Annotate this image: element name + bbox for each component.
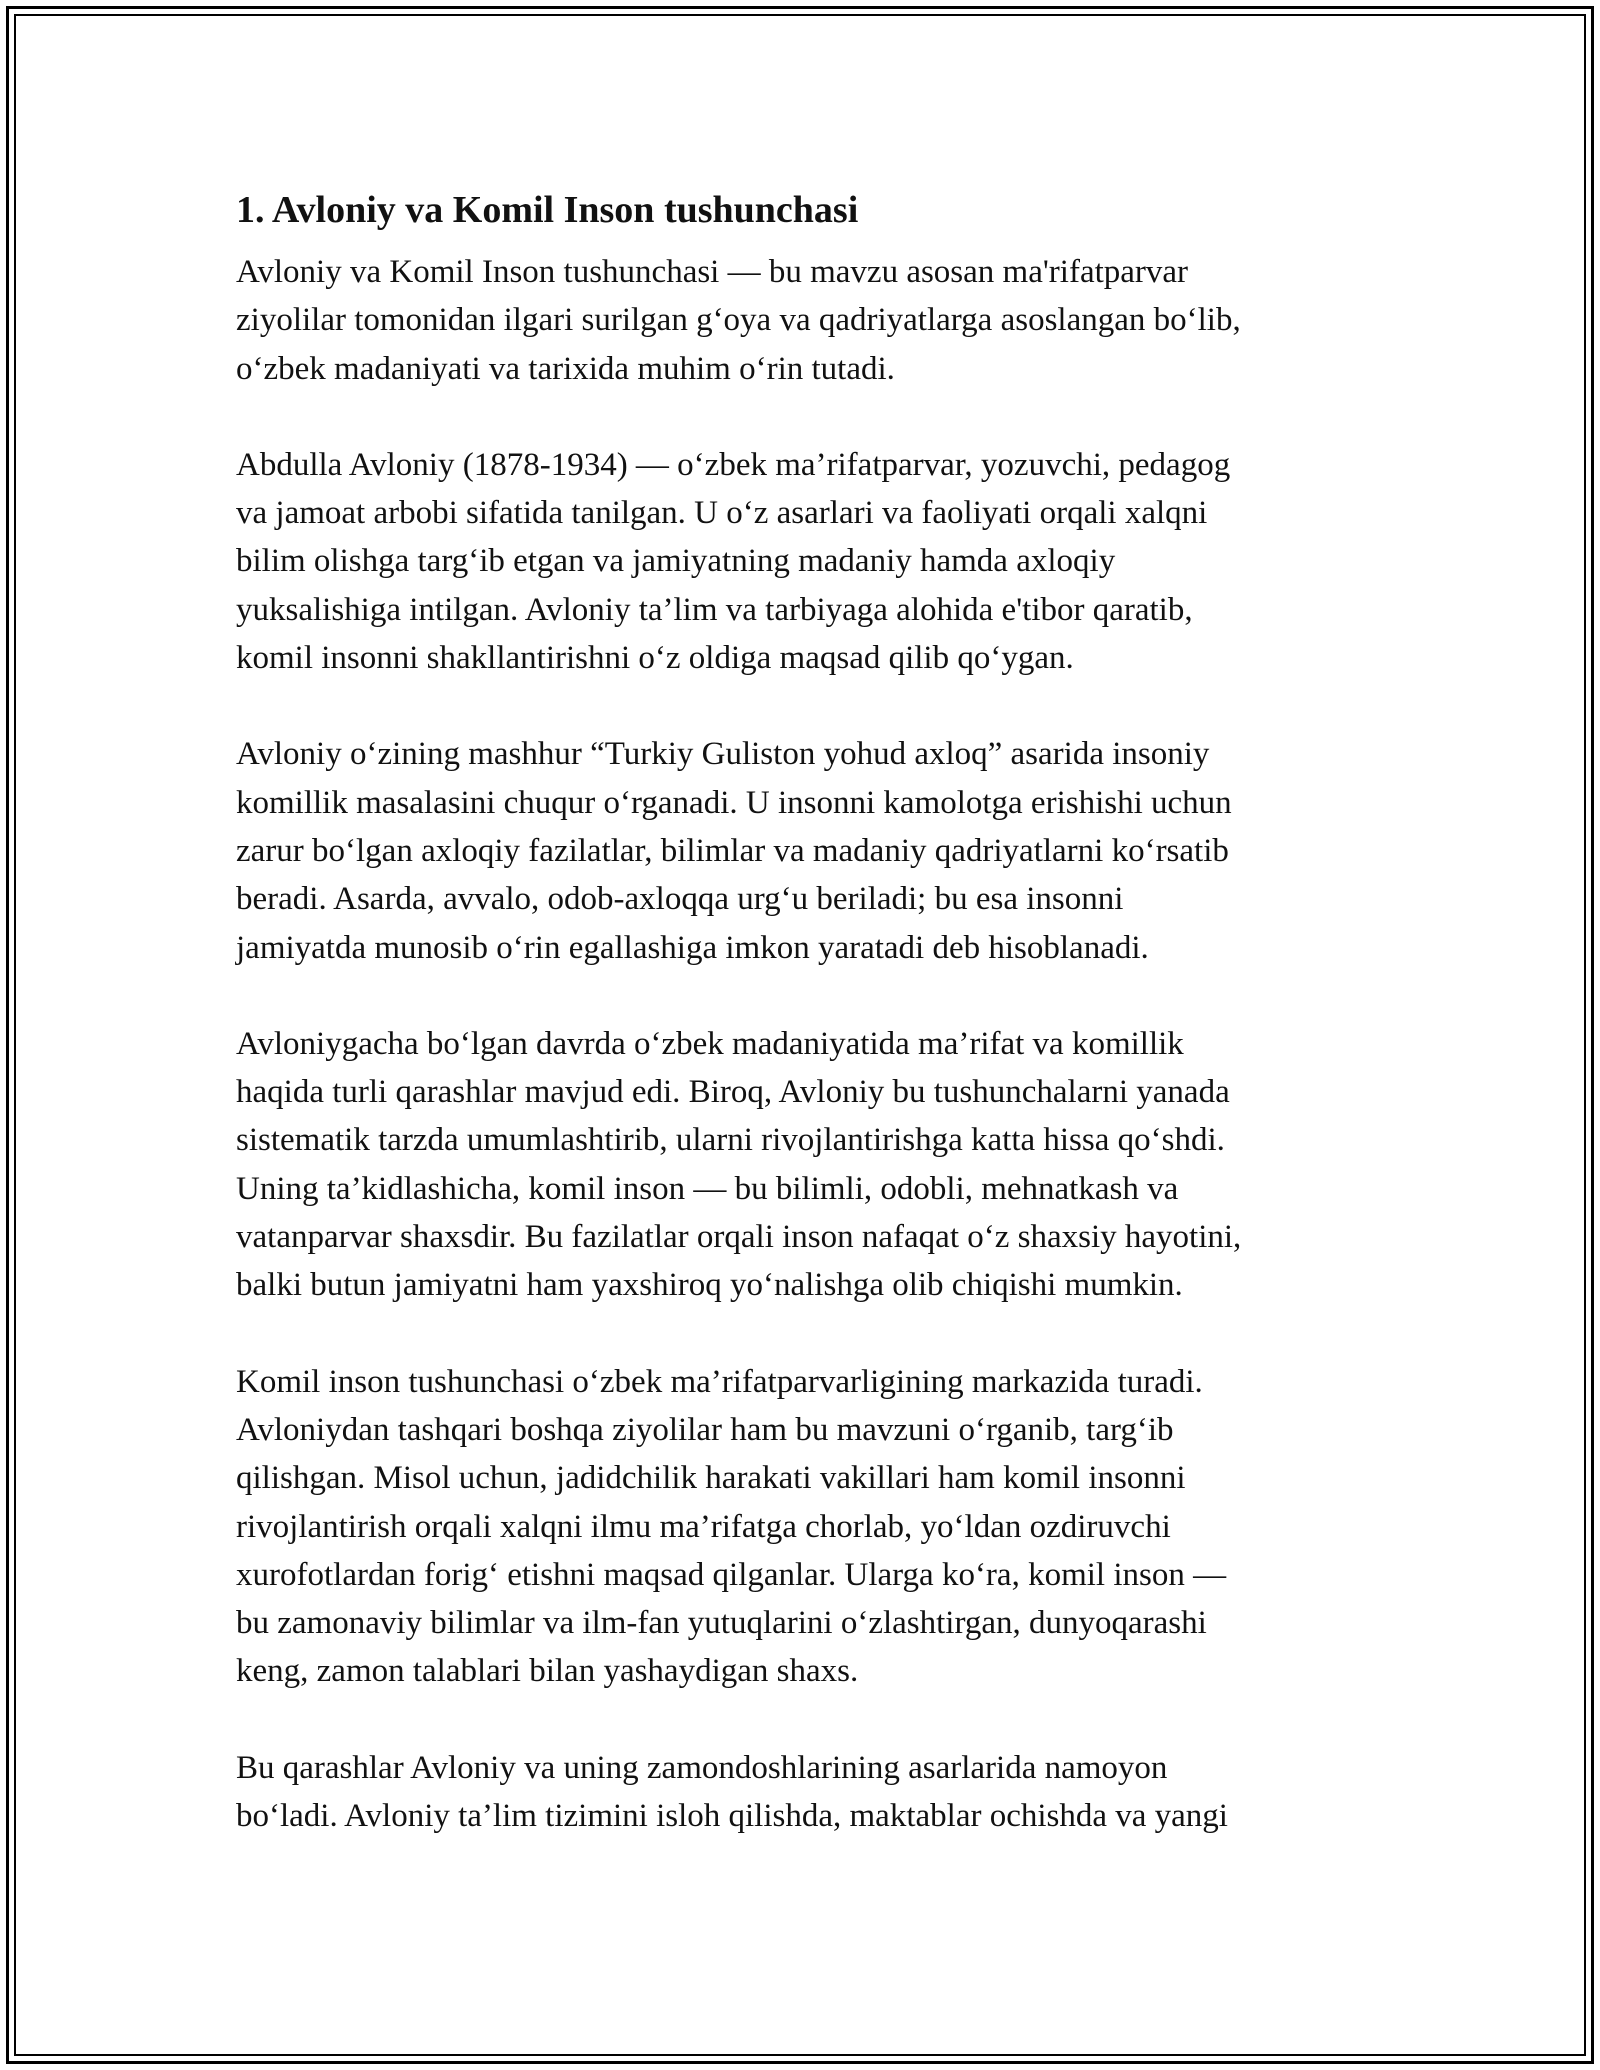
- section-heading: 1. Avloniy va Komil Inson tushunchasi: [236, 189, 859, 231]
- paragraph-biography: Abdulla Avloniy (1878-1934) — o‘zbek ma’rifatparvar, yozuvchi, pedagog va jamoat arbobi sifatida tanilgan. U o‘z asarlari va faoliyati orqali xalqni bilim olishga targ‘ib etgan va jamiyatning madaniy hamda axloqiy yuksalishiga intilgan. Avloniy ta’lim va tarbiyaga alohida e'tibor qaratib, komil insonni shakllantirishni o‘z oldiga maqsad qilib qo‘ygan.: [236, 446, 1231, 677]
- paragraph-komil-inson: Komil inson tushunchasi o‘zbek ma’rifatparvarligining markazida turadi. Avloniydan tashqari boshqa ziyolilar ham bu mavzuni o‘rganib, targ‘ib qilishgan. Misol uchun, jadidchilik harakati vakillari ham komil insonni rivojlantirish orqali xalqni ilmu ma’rifatga chorlab, yo‘ldan ozdiruvchi xurofotlardan forig‘ etishni maqsad qilganlar. Ularga ko‘ra, komil inson — bu zamonaviy bilimlar va ilm-fan yutuqlarini o‘zlashtirgan, dunyoqarashi keng, zamon talablari bilan yashaydigan shaxs.: [236, 1363, 1227, 1690]
- paragraph-contemporaries: Bu qarashlar Avloniy va uning zamondoshlarining asarlarida namoyon bo‘ladi. Avloniy ta’lim tizimini isloh qilishda, maktablar ochishda va yangi: [236, 1749, 1228, 1835]
- document-body: [236, 186, 1366, 1840]
- paragraph-historical-context: Avloniygacha bo‘lgan davrda o‘zbek madaniyatida ma’rifat va komillik haqida turli qarashlar mavjud edi. Biroq, Avloniy bu tushunchalarni yanada sistematik tarzda umumlashtirib, ularni rivojlantirishga katta hissa qo‘shdi. Uning ta’kidlashicha, komil inson — bu bilimli, odobli, mehnatkash va vatanparvar shaxsdir. Bu fazilatlar orqali inson nafaqat o‘z shaxsiy hayotini, balki butun jamiyatni ham yaxshiroq yo‘nalishga olib chiqishi mumkin.: [236, 1025, 1242, 1304]
- paragraph-turkiy-guliston: Avloniy o‘zining mashhur “Turkiy Guliston yohud axloq” asarida insoniy komillik masalasini chuqur o‘rganadi. U insonni kamolotga erishishi uchun zarur bo‘lgan axloqiy fazilatlar, bilimlar va madaniy qadriyatlarni ko‘rsatib beradi. Asarda, avvalo, odob-axloqqa urg‘u beriladi; bu esa insonni jamiyatda munosib o‘rin egallashiga imkon yaratadi deb hisoblanadi.: [236, 736, 1232, 966]
- paragraph-intro: Avloniy va Komil Inson tushunchasi — bu mavzu asosan ma'rifatparvar ziyolilar tomonidan ilgari surilgan g‘oya va qadriyatlarga asoslangan bo‘lib, o‘zbek madaniyati va tarixida muhim o‘rin tutadi.: [236, 254, 1241, 387]
